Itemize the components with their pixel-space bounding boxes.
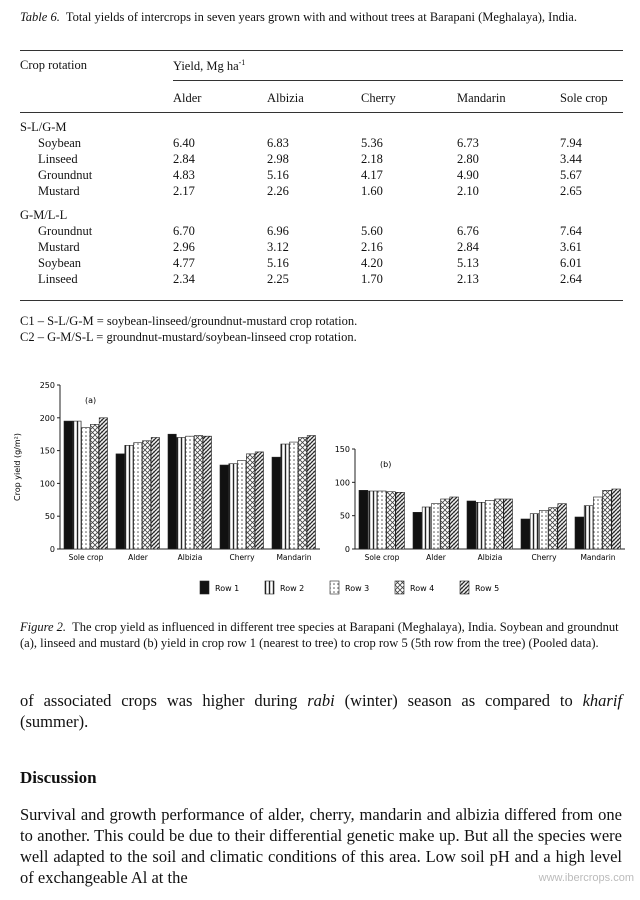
figure-caption-text: The crop yield as influenced in different tree species at Barapani (Meghalaya), India. Soybean and groundnut (a), linseed and mustard (b) yield in crop row 1 (nearest to tree) to crop row 5 (5th row from the tree) (Pooled data). bbox=[20, 620, 619, 650]
column-header: Sole crop bbox=[560, 91, 608, 105]
category-label: Cherry bbox=[531, 553, 557, 562]
table-note: C2 – G-M/S-L = groundnut-mustard/soybean-linseed crop rotation. bbox=[20, 330, 357, 344]
column-header: Alder bbox=[173, 91, 202, 105]
bar bbox=[603, 490, 612, 549]
panel-label: (b) bbox=[380, 460, 392, 469]
table-cell: 6.70 bbox=[173, 224, 195, 238]
y-tick-label: 0 bbox=[49, 545, 55, 554]
y-tick-label: 150 bbox=[334, 445, 350, 454]
bar bbox=[246, 454, 254, 549]
table-cell: 1.60 bbox=[361, 184, 383, 198]
legend-swatch bbox=[330, 581, 339, 594]
bar bbox=[495, 499, 504, 549]
table-cell: 3.12 bbox=[267, 240, 289, 254]
table-cell: 2.64 bbox=[560, 272, 582, 286]
bar bbox=[238, 460, 246, 549]
legend-swatch bbox=[395, 581, 404, 594]
paragraph-2: Survival and growth performance of alder, cherry, mandarin and albizia differed from one to another. This could be due to their differential genetic make up. But all the species were well adapted to the soil and climatic conditions of this area. Low soil pH and a high level of exchangeable Al at the bbox=[20, 805, 622, 887]
table-cell: 5.67 bbox=[560, 168, 582, 182]
bar bbox=[290, 442, 298, 549]
category-label: Alder bbox=[426, 553, 446, 562]
y-axis-label: Crop yield (g/m²) bbox=[13, 433, 22, 501]
watermark: www.ibercrops.com bbox=[538, 872, 634, 884]
bar bbox=[307, 436, 315, 549]
table-cell: 2.16 bbox=[361, 240, 383, 254]
table-cell: 2.96 bbox=[173, 240, 195, 254]
table-header-subrule bbox=[173, 80, 623, 81]
column-header: Cherry bbox=[361, 91, 396, 105]
table-cell: 2.84 bbox=[457, 240, 479, 254]
category-label: Albizia bbox=[177, 553, 203, 562]
table-cell: 6.40 bbox=[173, 136, 195, 150]
table-cell: 2.17 bbox=[173, 184, 195, 198]
category-label: Mandarin bbox=[580, 553, 616, 562]
bar bbox=[558, 504, 567, 549]
table-bottom-rule bbox=[20, 300, 623, 301]
y-tick-label: 50 bbox=[44, 512, 55, 522]
panel-label: (a) bbox=[85, 396, 97, 405]
bar bbox=[539, 510, 548, 549]
table-cell: 1.70 bbox=[361, 272, 383, 286]
bar bbox=[485, 500, 494, 549]
figure-caption bbox=[20, 619, 625, 651]
table-notes bbox=[20, 313, 357, 345]
figure-label: Figure 2. bbox=[20, 620, 67, 634]
paragraph-1 bbox=[20, 690, 622, 732]
para1-kharif: kharif bbox=[582, 691, 623, 710]
table-cell: 4.20 bbox=[361, 256, 383, 270]
table-cell: 6.76 bbox=[457, 224, 479, 238]
legend-label: Row 1 bbox=[215, 584, 240, 593]
para1-text-b: (winter) season as compared to bbox=[334, 691, 583, 710]
category-label: Cherry bbox=[229, 553, 255, 562]
category-label: Sole crop bbox=[364, 553, 400, 562]
bar bbox=[142, 441, 150, 549]
table-label: Table 6. bbox=[20, 10, 60, 24]
group-label: S-L/G-M bbox=[20, 120, 67, 134]
table-cell: 2.18 bbox=[361, 152, 383, 166]
table-cell: 4.17 bbox=[361, 168, 383, 182]
bar bbox=[220, 465, 228, 549]
bar bbox=[255, 452, 263, 549]
bar bbox=[186, 436, 194, 549]
crop-name: Groundnut bbox=[38, 168, 93, 182]
yield-unit-exponent: -1 bbox=[238, 58, 246, 67]
legend-label: Row 5 bbox=[475, 584, 500, 593]
bar bbox=[593, 497, 602, 549]
crop-name: Groundnut bbox=[38, 224, 93, 238]
category-label: Mandarin bbox=[276, 553, 312, 562]
bar bbox=[413, 512, 422, 549]
table-cell: 2.25 bbox=[267, 272, 289, 286]
bar bbox=[575, 517, 584, 549]
table-cell: 5.13 bbox=[457, 256, 479, 270]
bar bbox=[530, 514, 539, 549]
table-header-rule bbox=[20, 112, 623, 113]
category-label: Alder bbox=[128, 553, 148, 562]
bar bbox=[99, 418, 107, 549]
table-top-rule bbox=[20, 50, 623, 51]
table-cell: 6.01 bbox=[560, 256, 582, 270]
legend-swatch bbox=[460, 581, 469, 594]
column-header: Mandarin bbox=[457, 91, 506, 105]
bar bbox=[368, 491, 377, 549]
table-cell: 6.73 bbox=[457, 136, 479, 150]
legend-label: Row 2 bbox=[280, 584, 305, 593]
table-cell: 2.34 bbox=[173, 272, 195, 286]
bar bbox=[177, 437, 185, 549]
bar bbox=[584, 506, 593, 549]
table-cell: 3.44 bbox=[560, 152, 582, 166]
table-cell: 2.98 bbox=[267, 152, 289, 166]
legend-swatch bbox=[200, 581, 209, 594]
column-header: Albizia bbox=[267, 91, 304, 105]
table-cell: 2.80 bbox=[457, 152, 479, 166]
col-header-crop-rotation: Crop rotation bbox=[20, 58, 88, 72]
table-cell: 5.16 bbox=[267, 256, 289, 270]
table-note: C1 – S-L/G-M = soybean-linseed/groundnut-mustard crop rotation. bbox=[20, 314, 358, 328]
bar bbox=[549, 508, 558, 549]
bar bbox=[82, 428, 90, 549]
table-cell: 6.96 bbox=[267, 224, 289, 238]
bar bbox=[441, 499, 450, 549]
bar bbox=[422, 507, 431, 549]
bar bbox=[203, 436, 211, 549]
bar bbox=[73, 421, 81, 549]
table-cell: 6.83 bbox=[267, 136, 289, 150]
table-cell: 4.83 bbox=[173, 168, 195, 182]
bar bbox=[116, 454, 124, 549]
para1-text-a: of associated crops was higher during bbox=[20, 691, 308, 710]
bar bbox=[504, 499, 513, 549]
y-tick-label: 250 bbox=[39, 381, 55, 390]
group-label: G-M/L-L bbox=[20, 208, 68, 222]
legend-label: Row 4 bbox=[410, 584, 435, 593]
bar bbox=[377, 491, 386, 549]
crop-name: Mustard bbox=[38, 184, 80, 198]
bar bbox=[229, 464, 237, 549]
table-cell: 3.61 bbox=[560, 240, 582, 254]
legend-swatch bbox=[265, 581, 274, 594]
bar bbox=[90, 424, 98, 549]
y-tick-label: 100 bbox=[39, 479, 55, 489]
y-tick-label: 100 bbox=[334, 478, 350, 488]
bar bbox=[450, 497, 459, 549]
bar bbox=[396, 492, 405, 549]
y-tick-label: 50 bbox=[339, 511, 350, 521]
table-caption bbox=[20, 10, 625, 25]
table-cell: 2.84 bbox=[173, 152, 195, 166]
category-label: Sole crop bbox=[68, 553, 104, 562]
bar bbox=[431, 504, 440, 549]
bar bbox=[521, 519, 530, 549]
table-cell: 4.77 bbox=[173, 256, 195, 270]
y-tick-label: 200 bbox=[39, 413, 55, 423]
legend-label: Row 3 bbox=[345, 584, 370, 593]
table-cell: 4.90 bbox=[457, 168, 479, 182]
crop-name: Linseed bbox=[38, 272, 78, 286]
table-cell: 7.64 bbox=[560, 224, 582, 238]
table-cell: 2.13 bbox=[457, 272, 479, 286]
bar bbox=[272, 457, 280, 549]
bar bbox=[281, 444, 289, 549]
yield-header-text: Yield, Mg ha bbox=[173, 59, 239, 74]
table-caption-text: Total yields of intercrops in seven years grown with and without trees at Barapani (Meghalaya), India. bbox=[65, 10, 577, 24]
y-tick-label: 0 bbox=[344, 545, 350, 554]
bar bbox=[359, 490, 368, 549]
bar bbox=[168, 434, 176, 549]
y-tick-label: 150 bbox=[39, 446, 55, 456]
bar bbox=[387, 492, 396, 549]
table-cell: 2.26 bbox=[267, 184, 289, 198]
para1-text-c: (summer). bbox=[20, 712, 89, 731]
bar bbox=[194, 436, 202, 549]
table-cell: 5.60 bbox=[361, 224, 383, 238]
table-cell: 2.65 bbox=[560, 184, 582, 198]
bar bbox=[64, 421, 72, 549]
figure-2-chart bbox=[0, 370, 640, 610]
crop-name: Soybean bbox=[38, 136, 82, 150]
table-cell: 7.94 bbox=[560, 136, 582, 150]
bar bbox=[125, 445, 133, 549]
crop-name: Mustard bbox=[38, 240, 80, 254]
crop-name: Soybean bbox=[38, 256, 82, 270]
bar bbox=[612, 489, 621, 549]
col-header-yield bbox=[173, 58, 245, 74]
category-label: Albizia bbox=[477, 553, 503, 562]
table-cell: 2.10 bbox=[457, 184, 479, 198]
table-cell: 5.36 bbox=[361, 136, 383, 150]
bar bbox=[476, 502, 485, 549]
table-cell: 5.16 bbox=[267, 168, 289, 182]
bar bbox=[134, 443, 142, 549]
discussion-heading: Discussion bbox=[20, 768, 97, 787]
bar bbox=[467, 501, 476, 549]
crop-name: Linseed bbox=[38, 152, 78, 166]
bar bbox=[298, 437, 306, 549]
para1-rabi: rabi bbox=[307, 691, 335, 710]
bar bbox=[151, 437, 159, 549]
